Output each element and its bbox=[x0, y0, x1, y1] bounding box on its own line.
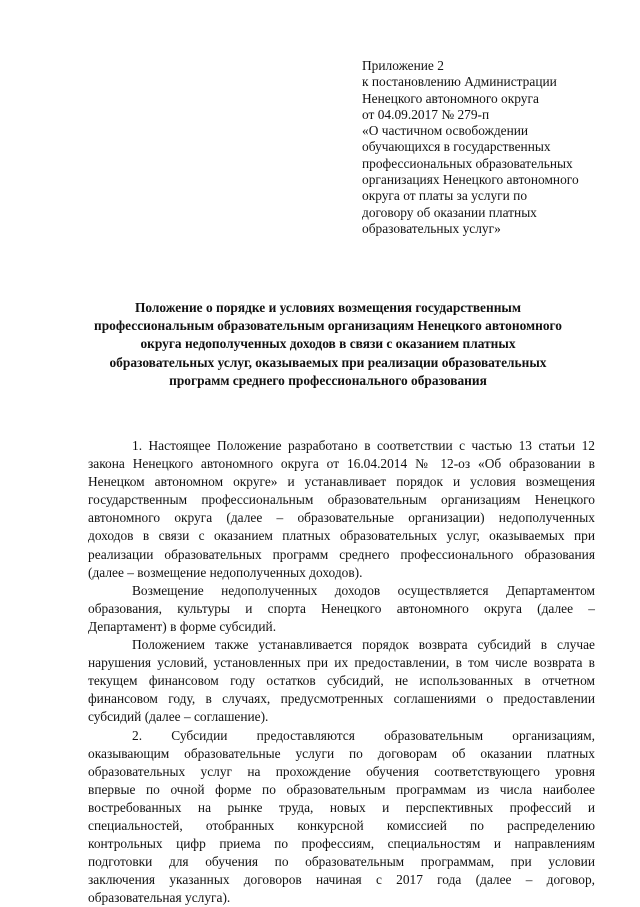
appendix-line: организациях Ненецкого автономного bbox=[362, 172, 602, 188]
appendix-line: к постановлению Администрации bbox=[362, 74, 602, 90]
text-line: Возмещение недополученных доходов осуществляется Департаментом bbox=[88, 582, 595, 600]
title-line: Положение о порядке и условиях возмещения государственным bbox=[88, 299, 568, 317]
text-line: финансовом году, в случаях, предусмотренных соглашениями о предоставлении bbox=[88, 690, 595, 708]
title-line: программ среднего профессионального образования bbox=[88, 372, 568, 390]
text-line: образовательных услуг на прохождение обучения соответствующего уровня bbox=[88, 763, 595, 781]
text-line: государственным профессиональным образовательным организациям Ненецкого bbox=[88, 491, 595, 509]
appendix-line: профессиональных образовательных bbox=[362, 156, 602, 172]
appendix-line: обучающихся в государственных bbox=[362, 139, 602, 155]
text-line: нарушения условий, установленных при их предоставлении, в том числе возврата в bbox=[88, 654, 595, 672]
text-line: автономного округа (далее – образовательные организации) недополученных bbox=[88, 509, 595, 527]
text-line: подготовки для обучения по образовательным программам, при условии bbox=[88, 853, 595, 871]
text-line: оказывающим образовательные услуги по договорам об оказании платных bbox=[88, 745, 595, 763]
text-line: реализации образовательных программ среднего профессионального образования bbox=[88, 546, 595, 564]
document-body bbox=[88, 437, 595, 907]
text-line: субсидий (далее – соглашение). bbox=[88, 708, 595, 726]
text-line: образования, культуры и спорта Ненецкого автономного округа (далее – bbox=[88, 600, 595, 618]
text-line: 1. Настоящее Положение разработано в соответствии с частью 13 статьи 12 bbox=[88, 437, 595, 455]
paragraph-2 bbox=[88, 582, 595, 636]
text-line: текущем финансовом году остатков субсидий, не использованных в отчетном bbox=[88, 672, 595, 690]
appendix-line: образовательных услуг» bbox=[362, 221, 602, 237]
text-line: (далее – возмещение недополученных доходов). bbox=[88, 564, 595, 582]
title-line: профессиональным образовательным организациям Ненецкого автономного bbox=[88, 317, 568, 335]
appendix-line: от 04.09.2017 № 279-п bbox=[362, 107, 602, 123]
appendix-line: округа от платы за услуги по bbox=[362, 188, 602, 204]
text-line: 2. Субсидии предоставляются образовательным организациям, bbox=[88, 727, 595, 745]
paragraph-3 bbox=[88, 636, 595, 726]
text-line: доходов в связи с оказанием платных образовательных услуг, оказываемых при bbox=[88, 527, 595, 545]
text-line: образовательная услуга). bbox=[88, 889, 595, 907]
text-line: впервые по очной форме по образовательным программам из числа наиболее bbox=[88, 781, 595, 799]
text-line: закона Ненецкого автономного округа от 16.04.2014 № 12-оз «Об образовании в bbox=[88, 455, 595, 473]
text-line: контрольных цифр приема по профессиям, специальностям и направлениям bbox=[88, 835, 595, 853]
text-line: Положением также устанавливается порядок возврата субсидий в случае bbox=[88, 636, 595, 654]
document-title bbox=[88, 299, 568, 390]
text-line: Ненецком автономном округе» и устанавливает порядок и условия возмещения bbox=[88, 473, 595, 491]
appendix-line: Приложение 2 bbox=[362, 58, 602, 74]
appendix-line: договору об оказании платных bbox=[362, 205, 602, 221]
paragraph-1 bbox=[88, 437, 595, 582]
appendix-line: Ненецкого автономного округа bbox=[362, 91, 602, 107]
text-line: специальностей, отобранных конкурсной комиссией по распределению bbox=[88, 817, 595, 835]
text-line: Департамент) в форме субсидий. bbox=[88, 618, 595, 636]
appendix-line: «О частичном освобождении bbox=[362, 123, 602, 139]
text-line: заключения указанных договоров начиная с 2017 года (далее – договор, bbox=[88, 871, 595, 889]
title-line: образовательных услуг, оказываемых при реализации образовательных bbox=[88, 354, 568, 372]
appendix-header bbox=[362, 58, 602, 237]
title-line: округа недополученных доходов в связи с оказанием платных bbox=[88, 335, 568, 353]
text-line: востребованных на рынке труда, новых и перспективных профессий и bbox=[88, 799, 595, 817]
paragraph-4 bbox=[88, 727, 595, 907]
